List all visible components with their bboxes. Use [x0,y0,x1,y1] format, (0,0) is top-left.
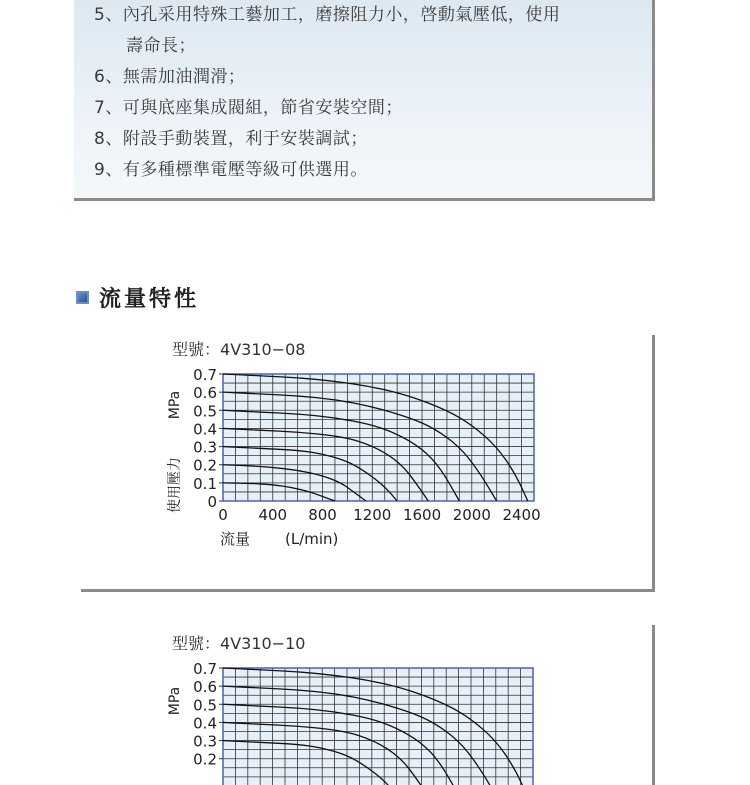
model-number: 4V310−08 [220,340,306,359]
y-tick-label: 0.3 [193,732,217,751]
flow-chart-card [81,625,655,785]
y-tick-label: 0.7 [193,660,217,678]
flow-chart [81,625,652,785]
y-tick-label: 0.2 [193,750,217,769]
x-tick-label: 0 [218,506,228,524]
x-tick-label: 800 [308,506,337,524]
y-tick-label: 0.4 [193,420,217,439]
feature-item: 6、無需加油潤滑； [94,67,246,87]
feature-item-continuation: 壽命長； [126,36,196,56]
y-tick-label: 0.3 [193,438,217,457]
square-bullet-icon [76,291,89,304]
flow-chart [81,335,652,589]
y-tick-label: 0.1 [193,474,217,493]
feature-item: 9、有多種標準電壓等級可供選用。 [94,160,368,180]
y-tick-label: 0.5 [193,696,217,715]
y-tick-label: 0.6 [193,384,217,403]
y-axis-label: 使用壓力 [167,457,183,513]
feature-item: 7、可與底座集成閥組，節省安裝空間； [94,98,403,118]
model-label: 型號： [172,634,221,653]
feature-item: 8、附設手動裝置，利于安裝調試； [94,129,368,149]
flow-chart-card [81,335,655,592]
feature-list [94,0,560,186]
x-tick-label: 2000 [452,506,491,524]
x-tick-label: 1200 [353,506,392,524]
y-tick-label: 0.6 [193,678,217,697]
y-tick-label: 0.5 [193,402,217,421]
y-unit-label: MPa [167,686,183,716]
y-tick-label: 0 [207,493,217,511]
x-tick-label: 1600 [402,506,442,524]
x-unit-label: (L/min) [285,530,339,548]
x-tick-label: 2400 [502,506,541,524]
y-tick-label: 0.7 [193,366,217,384]
y-tick-label: 0.4 [193,714,217,733]
feature-item: 5、內孔采用特殊工藝加工，磨擦阻力小，啓動氣壓低，使用 [94,5,561,25]
section-title: 流量特性 [99,287,200,312]
x-tick-label: 400 [258,506,288,524]
x-axis-label: 流量 [220,530,251,548]
y-tick-label: 0.2 [193,456,217,475]
section-heading [76,282,199,313]
model-label: 型號： [172,340,221,359]
y-unit-label: MPa [167,390,183,420]
model-number: 4V310−10 [220,634,306,653]
features-panel [74,0,655,201]
